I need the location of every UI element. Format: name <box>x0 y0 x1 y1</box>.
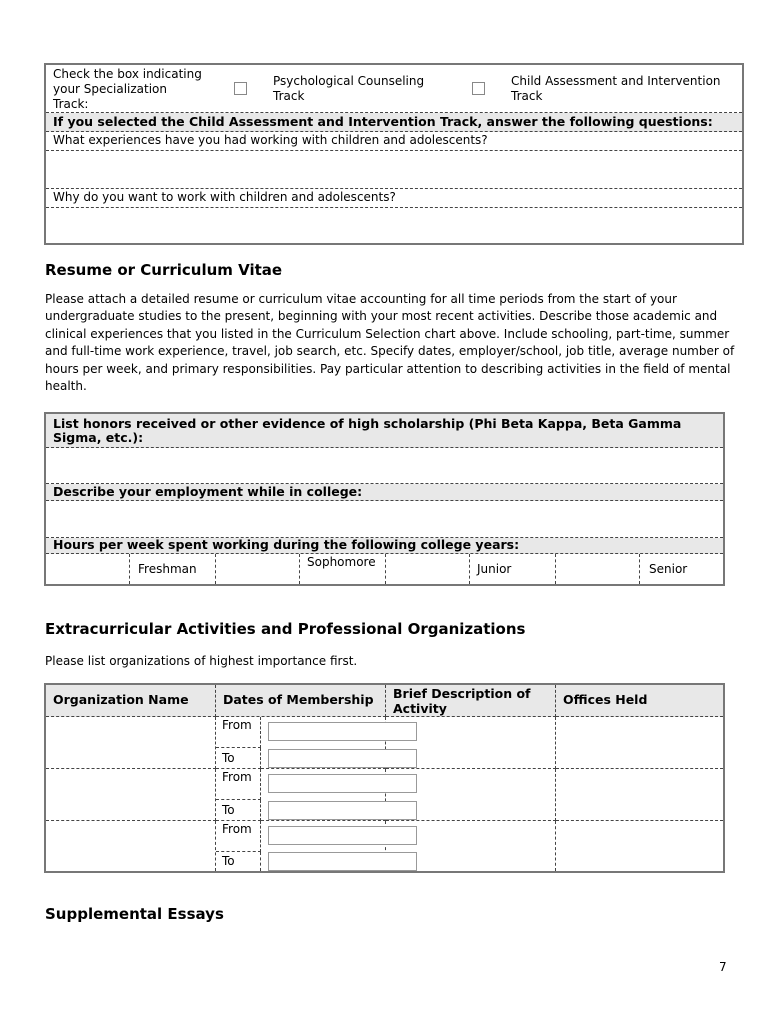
sophomore-hours-field[interactable] <box>216 554 300 584</box>
organization-name-field[interactable] <box>46 821 216 871</box>
to-label: To <box>216 800 261 821</box>
offices-held-field[interactable] <box>556 769 723 821</box>
col-header: Offices Held <box>556 685 723 717</box>
child-track-header: If you selected the Child Assessment and Intervention Track, answer the following questions: <box>46 113 742 132</box>
question-why-work: Why do you want to work with children and adolescents? <box>46 189 742 208</box>
to-label: To <box>216 748 261 769</box>
col-header: Organization Name <box>46 685 216 717</box>
from-label: From <box>216 717 261 748</box>
resume-heading: Resume or Curriculum Vitae <box>45 261 283 279</box>
question-experiences: What experiences have you had working with children and adolescents? <box>46 132 742 151</box>
specialization-table <box>44 63 744 245</box>
senior-hours-field[interactable] <box>556 554 640 584</box>
supplemental-essays-heading: Supplemental Essays <box>45 905 224 923</box>
col-header: Brief Description of Activity <box>386 685 556 717</box>
extracurricular-heading: Extracurricular Activities and Professional Organizations <box>45 620 526 638</box>
from-label: From <box>216 821 261 852</box>
year-label: Sophomore <box>300 554 386 584</box>
activity-description-field[interactable] <box>386 717 556 769</box>
activity-description-field[interactable] <box>386 769 556 821</box>
organization-name-field[interactable] <box>46 717 216 769</box>
option-child-assessment: Child Assessment and Intervention Track <box>511 74 721 103</box>
hours-label: Hours per week spent working during the following college years: <box>46 538 723 554</box>
junior-hours-field[interactable] <box>386 554 470 584</box>
year-label: Freshman <box>130 554 216 584</box>
extracurricular-instruction: Please list organizations of highest importance first. <box>45 654 358 668</box>
resume-instructions: Please attach a detailed resume or curriculum vitae accounting for all time periods from the start of your undergraduate studies to the present, beginning with your most recent activities. Describe those academic and clinical experiences that you listed in the Curriculum Selection chart above. Include schooling, part-time, summer and full-time work experience, travel, job search, etc. Specify dates, employer/school, job title, average number of hours per week, and primary responsibilities. Pay particular attention to describing activities in the field of mental health. <box>45 292 735 394</box>
answer-experiences-field[interactable] <box>46 151 742 189</box>
activity-description-field[interactable] <box>386 821 556 871</box>
honors-field[interactable] <box>46 448 723 484</box>
organization-name-field[interactable] <box>46 769 216 821</box>
year-label: Junior <box>470 554 556 584</box>
honors-table <box>44 412 725 586</box>
page-number: 7 <box>719 960 727 974</box>
col-header: Dates of Membership <box>216 685 386 717</box>
honors-label: List honors received or other evidence of high scholarship (Phi Beta Kappa, Beta Gamma Sigma, etc.): <box>46 414 723 448</box>
employment-field[interactable] <box>46 501 723 538</box>
option-psych-counseling: Psychological Counseling Track <box>273 74 425 103</box>
offices-held-field[interactable] <box>556 717 723 769</box>
answer-why-work-field[interactable] <box>46 208 742 243</box>
organizations-table <box>44 683 725 873</box>
from-label: From <box>216 769 261 800</box>
to-label: To <box>216 852 261 871</box>
check-label: Check the box indicating your Specialization Track: <box>53 67 202 111</box>
psych-counseling-checkbox[interactable] <box>234 82 247 95</box>
child-assessment-checkbox[interactable] <box>472 82 485 95</box>
employment-label: Describe your employment while in college: <box>46 484 723 501</box>
offices-held-field[interactable] <box>556 821 723 871</box>
specialization-row <box>46 65 742 113</box>
year-label: Senior <box>649 562 688 576</box>
freshman-hours-field[interactable] <box>46 554 130 584</box>
